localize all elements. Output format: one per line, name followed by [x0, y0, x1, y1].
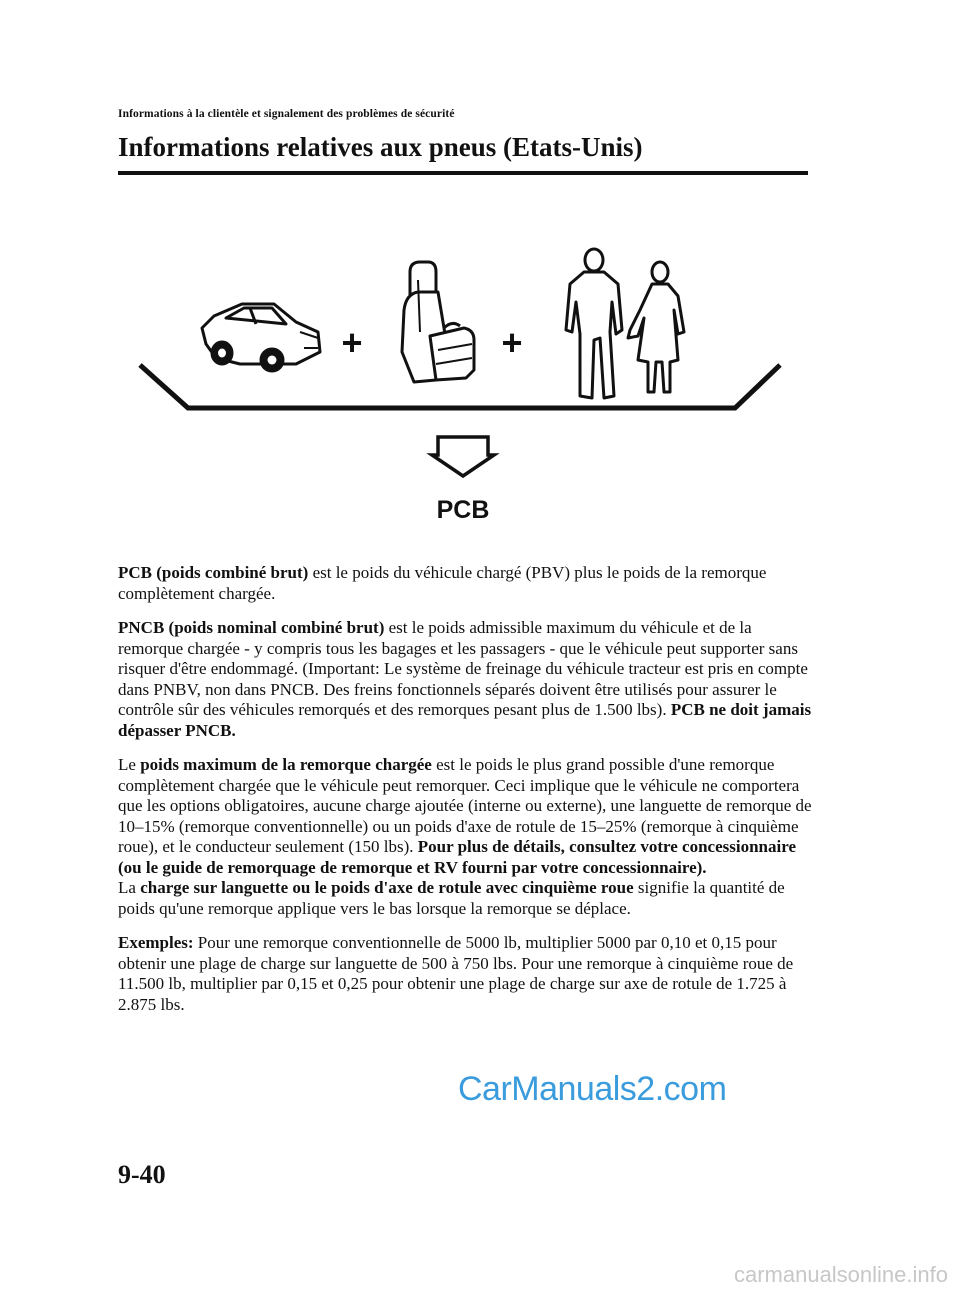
page-number: 9-40: [118, 1160, 166, 1189]
text-max-trailer: est le poids le plus grand possible d'une remorque complètement chargée que le véhicule peut remorquer. Ceci implique que le véhicule ne comportera que les options obligatoires, aucune charge ajoutée (interne ou externe), une languette de remorque de 10–15% (remorque conventionnelle) ou un poids d'axe de rotule de 15–25% (remorque à cinquième roue), et le conducteur seulement (150 lbs).: [118, 755, 812, 856]
pcb-label: PCB: [436, 496, 490, 524]
footer-watermark: carmanualsonline.info: [733, 1262, 948, 1287]
emphasis-pncb: PCB ne doit jamais dépasser PNCB.: [118, 700, 812, 740]
term-pcb: PCB (poids combiné brut): [118, 563, 309, 582]
emphasis-max-trailer: Pour plus de détails, consultez votre concessionnaire (ou le guide de remorquage de remorque et RV fourni par votre concessionnaire).: [118, 837, 797, 877]
plus-sign-2: +: [501, 322, 523, 363]
prefix-max-trailer: Le: [118, 755, 141, 774]
text-pcb: est le poids du véhicule chargé (PBV) plus le poids de la remorque complètement chargée.: [118, 563, 767, 603]
paragraph-examples: [118, 933, 818, 1015]
gcw-illustration: [118, 240, 808, 540]
term-examples: Exemples:: [118, 933, 194, 952]
body-text: [118, 563, 818, 1029]
paragraph-pncb: [118, 618, 818, 741]
plus-sign-1: +: [341, 322, 363, 363]
title-rule: [118, 171, 808, 175]
watermark-carmanuals2: CarManuals2.com: [458, 1070, 727, 1108]
gcw-figure: [118, 240, 808, 540]
text-examples: Pour une remorque conventionnelle de 5000 lb, multiplier 5000 par 0,10 et 0,15 pour obtenir une plage de charge sur languette de 500 à 750 lbs. Pour une remorque à cinquième roue de 11.500 lb, multiplier par 0,15 et 0,25 pour obtenir une plage de charge sur axe de rotule de 1.725 à 2.875 lbs.: [118, 933, 794, 1014]
section-label: Informations à la clientèle et signalement des problèmes de sécurité: [118, 108, 455, 120]
page-title: Informations relatives aux pneus (Etats-Unis): [118, 132, 643, 162]
text-pncb: est le poids admissible maximum du véhicule et de la remorque chargée - y compris tous les bagages et les passagers - que le véhicule peut supporter sans risquer d'être endommagé. (Important: Le système de freinage du véhicule tracteur est pris en compte dans PNBV, non dans PNCB. Des freins fonctionnels séparés doivent être utilisés pour assurer le contrôle sûr des véhicules remorqués et des remorques pesant plus de 1.500 lbs).: [118, 618, 808, 719]
paragraph-pcb: [118, 563, 818, 604]
term-tongue-load: charge sur languette ou le poids d'axe de rotule avec cinquième roue: [140, 878, 634, 897]
term-pncb: PNCB (poids nominal combiné brut): [118, 618, 385, 637]
paragraph-max-trailer: [118, 755, 818, 878]
text-tongue-load: signifie la quantité de poids qu'une remorque applique vers le bas lorsque la remorque se déplace.: [118, 878, 785, 918]
car-icon: [202, 304, 320, 371]
luggage-icon: [402, 262, 474, 382]
passengers-icon: [566, 249, 684, 398]
paragraph-tongue-load: [118, 878, 818, 919]
down-arrow-icon: [432, 437, 494, 476]
prefix-tongue-load: La: [118, 878, 141, 897]
term-max-trailer: poids maximum de la remorque chargée: [140, 755, 432, 774]
